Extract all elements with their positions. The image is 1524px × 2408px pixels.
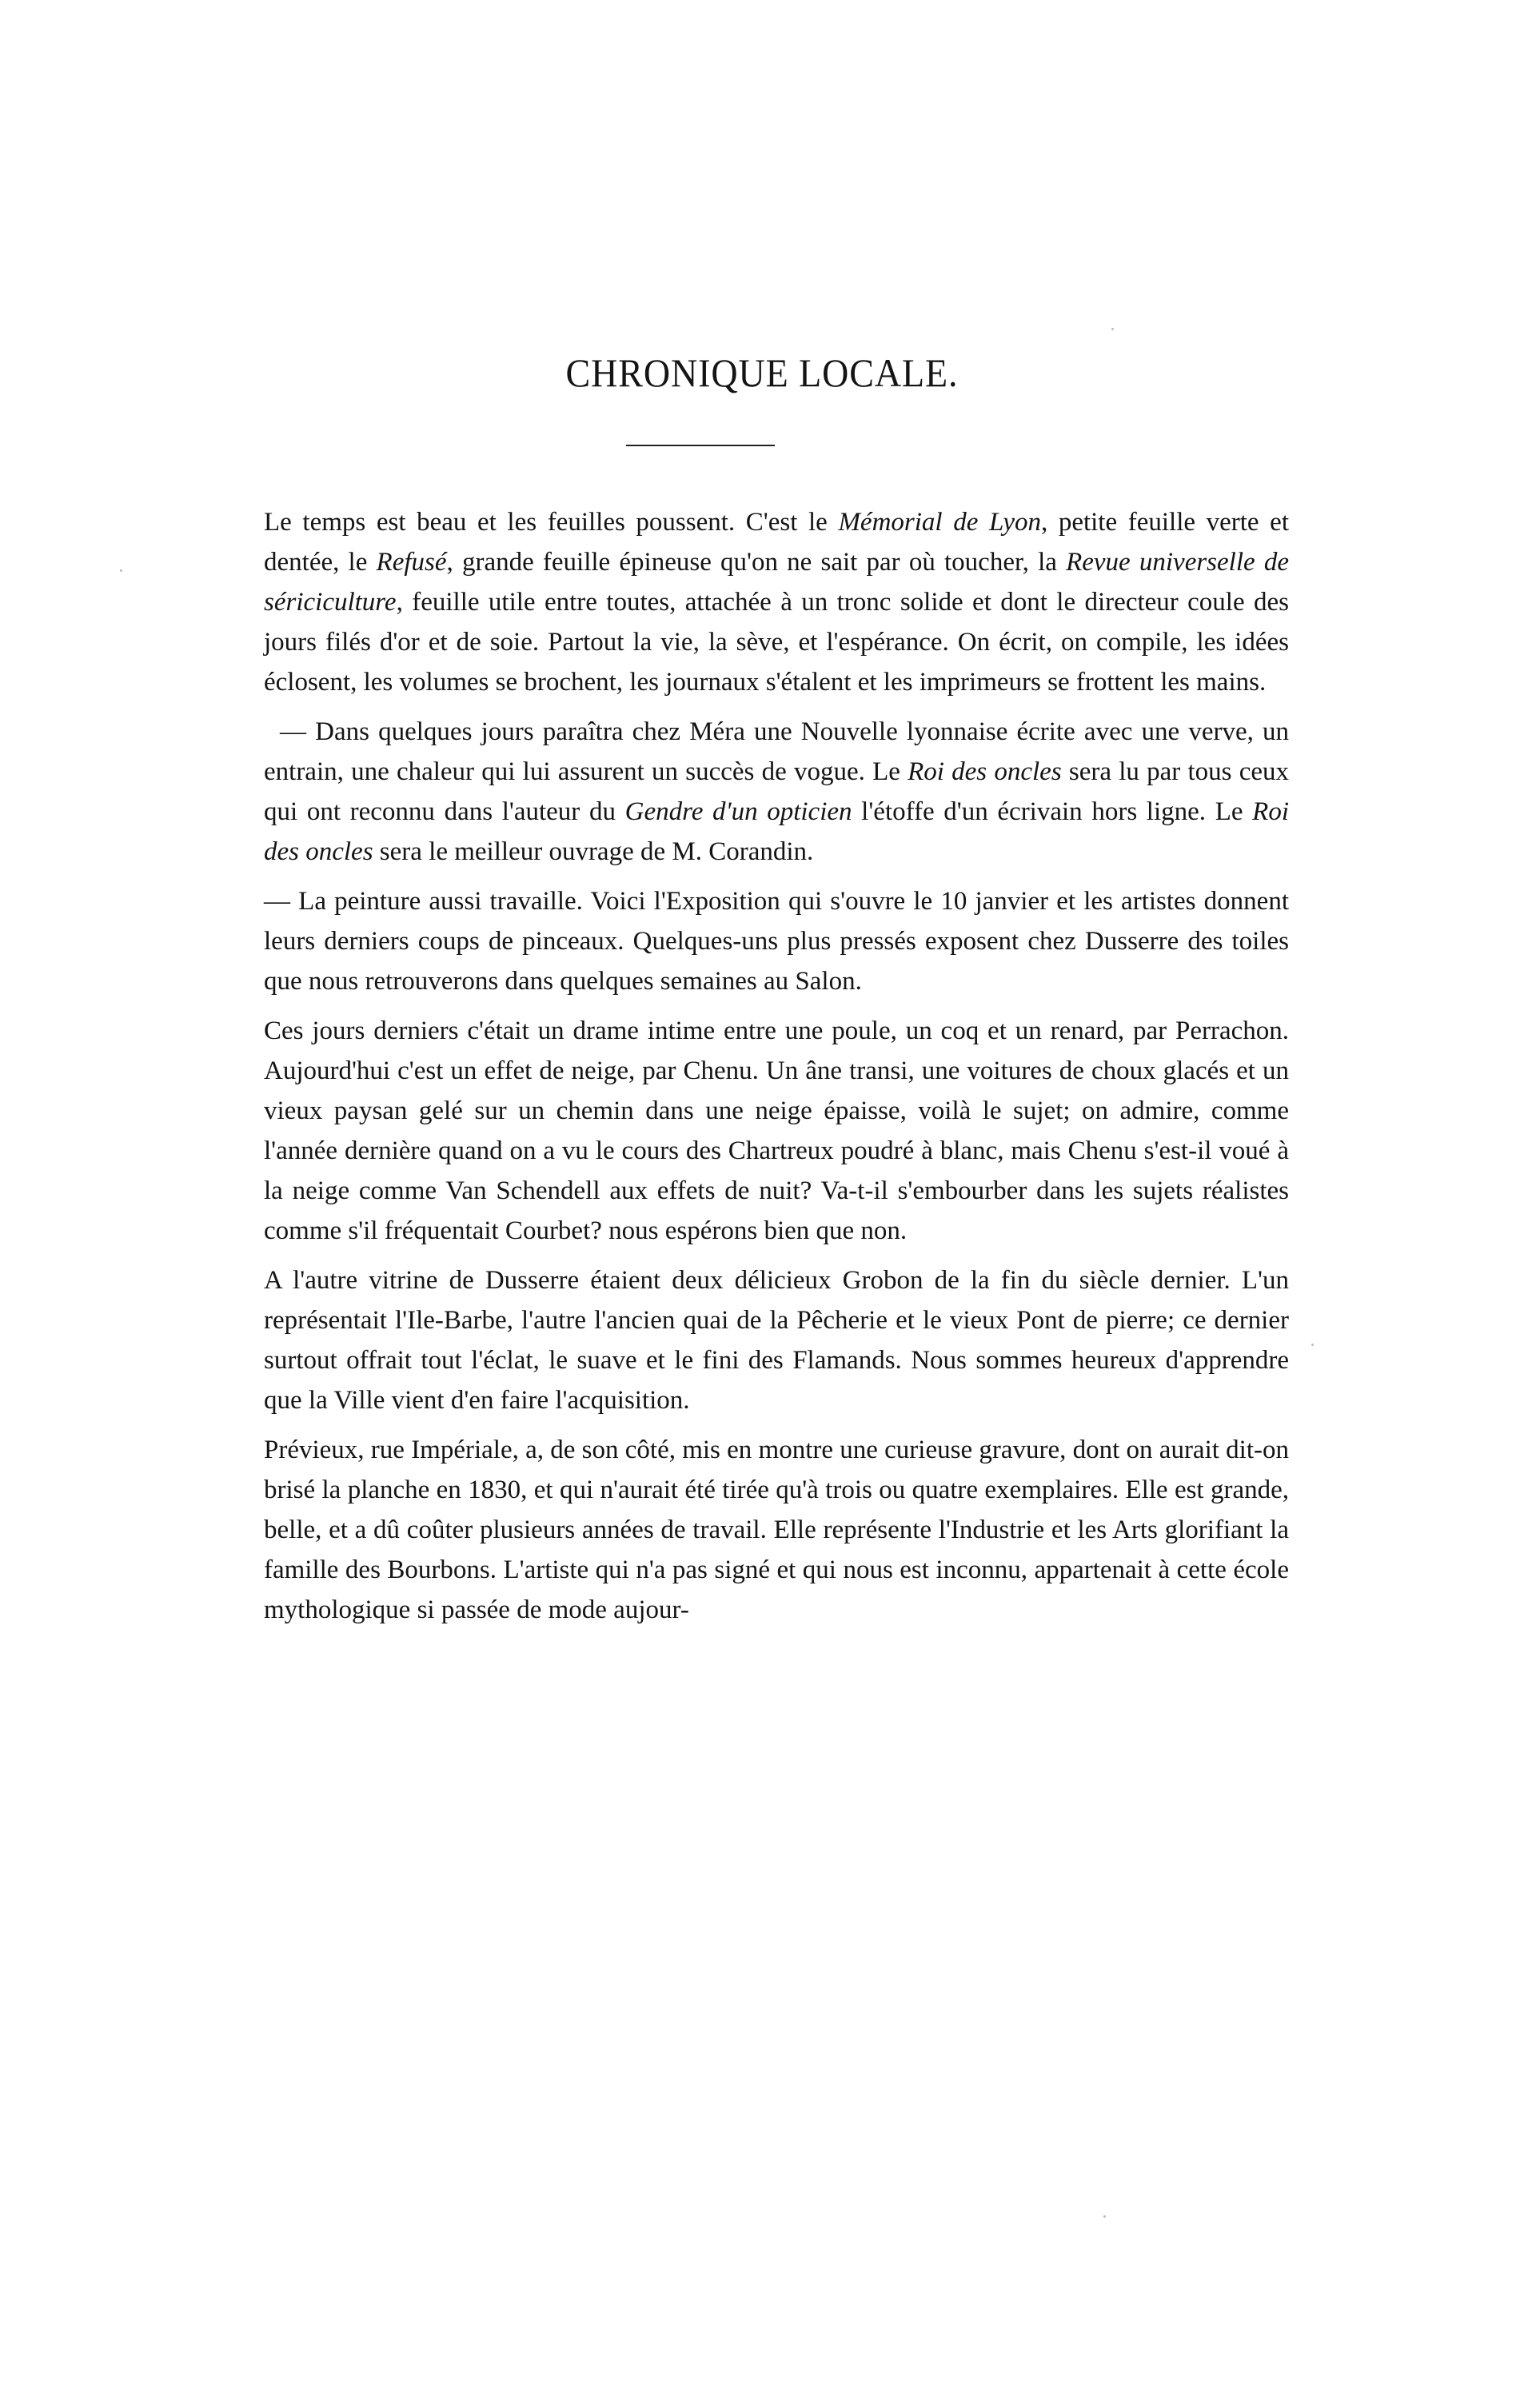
paragraph-4 xyxy=(264,1011,1289,1251)
paper-speck xyxy=(120,569,122,572)
publication-title: Mémorial de Lyon xyxy=(838,508,1041,537)
paragraph-5 xyxy=(264,1260,1289,1420)
text-run: Ces jours derniers c'était un drame intime entre une poule, un coq et un renard, par Perrachon. Aujourd'hui c'est un effet de neige, par Chenu. Un âne transi, une voitures de choux glacés et un vieux paysan gelé sur un chemin dans une neige épaisse, voilà le sujet; on admire, comme l'année dernière quand on a vu le cours des Chartreux poudré à blanc, mais Chenu s'est-il voué à la neige comme Van Schendell aux effets de nuit? Va-t-il s'embourber dans les sujets réalistes comme s'il fréquentait Courbet? nous espérons bien que non. xyxy=(264,1016,1289,1245)
book-title: Roi des oncles xyxy=(264,797,1289,866)
text-run: , feuille utile entre toutes, attachée à un tronc solide et dont le directeur coule des jours filés d'or et de soie. Partout la vie, la sève, et l'espérance. On écrit, on compile, les idées éclosent, les volumes se brochent, les journaux s'étalent et les imprimeurs se frottent les mains. xyxy=(264,588,1289,697)
text-run: , grande feuille épineuse qu'on ne sait par où toucher, la xyxy=(446,548,1067,577)
text-run: — La peinture aussi travaille. Voici l'Exposition qui s'ouvre le 10 janvier et les artistes donnent leurs derniers coups de pinceaux. Quelques-uns plus pressés exposent chez Dusserre des toiles que nous retrouverons dans quelques semaines au Salon. xyxy=(264,887,1289,996)
paragraph-2 xyxy=(264,712,1289,872)
text-run: A l'autre vitrine de Dusserre étaient deux délicieux Grobon de la fin du siècle dernier. L'un représentait l'Ile-Barbe, l'autre l'ancien quai de la Pêcherie et le vieux Pont de pierre; ce dernier surtout offrait tout l'éclat, le suave et le fini des Flamands. Nous sommes heureux d'apprendre que la Ville vient d'en faire l'acquisition. xyxy=(264,1266,1289,1415)
publication-title: Refusé xyxy=(376,548,447,577)
paragraph-1 xyxy=(264,502,1289,702)
paper-speck xyxy=(1311,1344,1314,1346)
text-run: Le temps est beau et les feuilles poussent. C'est le xyxy=(264,508,839,537)
page-title: CHRONIQUE LOCALE. xyxy=(565,350,959,395)
paper-speck xyxy=(1103,2215,1106,2218)
text-run: — Dans quelques jours paraîtra chez Méra une Nouvelle lyonnaise écrite avec une verve, un entrain, une chaleur qui lui assurent un succès de vogue. Le xyxy=(264,717,1289,786)
text-run: sera le meilleur ouvrage de M. Corandin. xyxy=(373,837,814,866)
text-run: Prévieux, rue Impériale, a, de son côté, mis en montre une curieuse gravure, dont on aurait dit-on brisé la planche en 1830, et qui n'aurait été tirée qu'à trois ou quatre exemplaires. Elle est grande, belle, et a dû coûter plusieurs années de travail. Elle représente l'Industrie et les Arts glorifiant la famille des Bourbons. L'artiste qui n'a pas signé et qui nous est inconnu, appartenait à cette école mythologique si passée de mode aujour- xyxy=(264,1436,1289,1624)
title-divider xyxy=(626,445,775,446)
book-title: Gendre d'un opticien xyxy=(624,797,852,826)
text-run: sera lu par tous ceux qui ont reconnu dans l'auteur du xyxy=(264,757,1289,826)
paragraph-3 xyxy=(264,881,1289,1001)
book-title: Roi des oncles xyxy=(908,757,1062,786)
publication-title: Revue universelle de sériciculture xyxy=(264,548,1289,617)
text-run: l'étoffe d'un écrivain hors ligne. Le xyxy=(852,797,1253,826)
article-body xyxy=(264,502,1289,1639)
paragraph-6 xyxy=(264,1430,1289,1630)
paper-speck xyxy=(1111,328,1114,330)
text-run: , petite feuille verte et dentée, le xyxy=(264,508,1289,577)
